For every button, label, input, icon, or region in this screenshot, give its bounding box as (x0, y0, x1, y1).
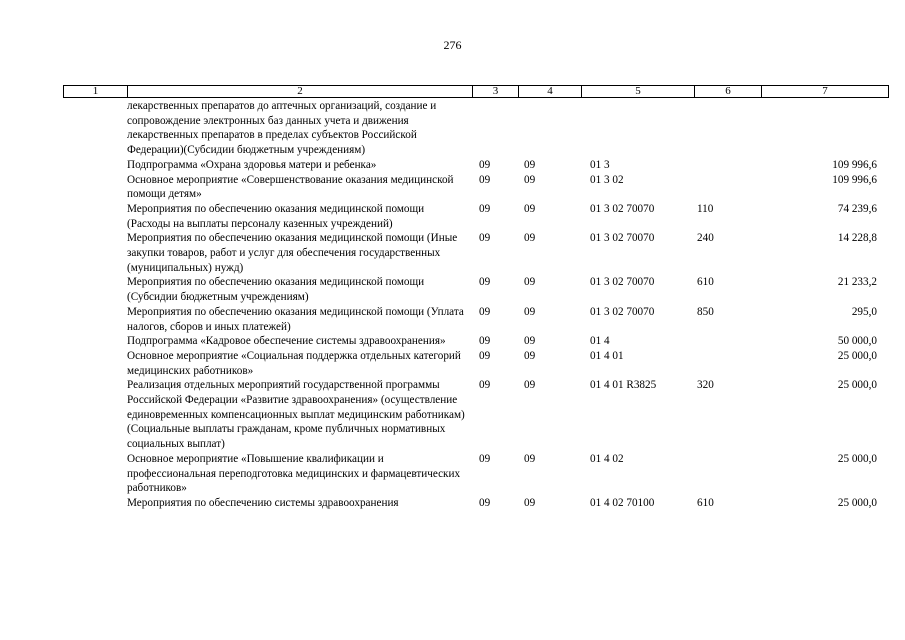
row-subsection: 09 (524, 379, 536, 392)
row-expense-type: 240 (697, 232, 714, 245)
row-name: Мероприятия по обеспечению оказания медицинской помощи (Иные закупки товаров, работ и услуг для обеспечения государственных (муниципальных) нужд) (127, 232, 458, 274)
row-section: 09 (479, 173, 491, 186)
row-expense-type: 850 (697, 305, 714, 318)
row-section: 09 (479, 232, 491, 245)
row-amount: 50 000,0 (837, 335, 877, 348)
table-row (63, 173, 889, 202)
row-subsection: 09 (524, 173, 536, 186)
column-header-6: 6 (695, 86, 762, 97)
page-number: 276 (443, 38, 462, 52)
column-header-5: 5 (582, 86, 695, 97)
table-row (63, 202, 889, 231)
row-expense-type: 610 (697, 276, 714, 289)
table-row (63, 231, 889, 275)
row-name: Мероприятия по обеспечению оказания медицинской помощи (Расходы на выплаты персоналу казенных учреждений) (127, 202, 425, 230)
row-target-code: 01 4 02 70100 (590, 496, 655, 509)
row-section: 09 (479, 276, 491, 289)
row-target-code: 01 3 (590, 158, 610, 171)
table-row (63, 378, 889, 452)
row-section: 09 (479, 379, 491, 392)
table-row (63, 275, 889, 304)
row-name: Подпрограмма «Охрана здоровья матери и ребенка» (127, 158, 377, 171)
table-row (63, 349, 889, 378)
row-target-code: 01 4 (590, 335, 610, 348)
row-name: Основное мероприятие «Социальная поддержка отдельных категорий медицинских работников» (127, 349, 461, 377)
row-name: Основное мероприятие «Совершенствование оказания медицинской помощи детям» (127, 173, 454, 201)
row-amount: 295,0 (851, 305, 877, 318)
row-amount: 25 000,0 (837, 452, 877, 465)
table-row (63, 334, 889, 349)
row-subsection: 09 (524, 232, 536, 245)
row-subsection: 09 (524, 202, 536, 215)
row-amount: 109 996,6 (832, 158, 877, 171)
row-amount: 14 228,8 (837, 232, 877, 245)
row-amount: 109 996,6 (832, 173, 877, 186)
table-row (63, 99, 889, 158)
row-subsection: 09 (524, 335, 536, 348)
row-subsection: 09 (524, 349, 536, 362)
row-section: 09 (479, 496, 491, 509)
row-expense-type: 110 (697, 202, 714, 215)
row-target-code: 01 4 01 (590, 349, 624, 362)
row-subsection: 09 (524, 276, 536, 289)
column-header-1: 1 (64, 86, 128, 97)
row-name: Мероприятия по обеспечению системы здравоохранения (127, 496, 399, 509)
row-target-code: 01 4 01 R3825 (590, 379, 657, 392)
row-target-code: 01 4 02 (590, 452, 624, 465)
row-section: 09 (479, 349, 491, 362)
row-subsection: 09 (524, 496, 536, 509)
row-target-code: 01 3 02 (590, 173, 624, 186)
table-row (63, 496, 889, 511)
row-section: 09 (479, 305, 491, 318)
table-row (63, 452, 889, 496)
row-name: Реализация отдельных мероприятий государственной программы Российской Федерации «Развитие здравоохранения» (осуществление единовременных компенсационных выплат медицинским работникам) (Социальные выплаты гражданам, кроме публичных нормативных социальных выплат) (127, 379, 465, 451)
row-target-code: 01 3 02 70070 (590, 276, 655, 289)
row-name: Основное мероприятие «Повышение квалификации и профессиональная переподготовка медицинских и фармацевтических работников» (127, 452, 461, 495)
row-section: 09 (479, 158, 491, 171)
row-name: Подпрограмма «Кадровое обеспечение системы здравоохранения» (127, 335, 446, 348)
column-header-4: 4 (519, 86, 582, 97)
row-section: 09 (479, 335, 491, 348)
row-name: Мероприятия по обеспечению оказания медицинской помощи (Субсидии бюджетным учреждениям) (127, 276, 425, 304)
row-amount: 21 233,2 (837, 276, 877, 289)
row-amount: 25 000,0 (837, 349, 877, 362)
row-subsection: 09 (524, 305, 536, 318)
row-section: 09 (479, 202, 491, 215)
row-target-code: 01 3 02 70070 (590, 305, 655, 318)
row-target-code: 01 3 02 70070 (590, 232, 655, 245)
row-expense-type: 610 (697, 496, 714, 509)
row-amount: 25 000,0 (837, 379, 877, 392)
row-expense-type: 320 (697, 379, 714, 392)
column-header-3: 3 (473, 86, 519, 97)
row-amount: 25 000,0 (837, 496, 877, 509)
table-row (63, 305, 889, 334)
column-header-2: 2 (128, 86, 473, 97)
row-amount: 74 239,6 (837, 202, 877, 215)
row-subsection: 09 (524, 158, 536, 171)
table-row (63, 158, 889, 173)
row-target-code: 01 3 02 70070 (590, 202, 655, 215)
row-section: 09 (479, 452, 491, 465)
column-header-7: 7 (822, 85, 828, 97)
table-header (63, 85, 889, 98)
row-subsection: 09 (524, 452, 536, 465)
table-body (63, 99, 889, 511)
row-name: Мероприятия по обеспечению оказания медицинской помощи (Уплата налогов, сборов и иных платежей) (127, 305, 464, 333)
row-name: лекарственных препаратов до аптечных организаций, создание и сопровождение электронных баз данных учета и движения лекарственных препаратов в пределах субъектов Российской Федерации)(Субсидии бюджетным учреждениям) (127, 100, 437, 157)
